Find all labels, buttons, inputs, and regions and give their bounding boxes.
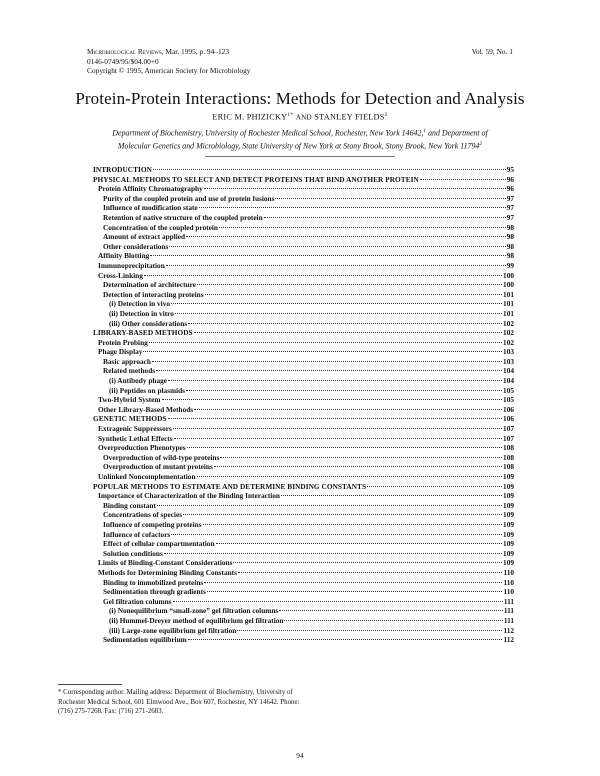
toc-entry-page: 109 [503,481,514,491]
toc-dot-leader [203,524,502,525]
toc-dot-leader [204,188,506,189]
toc-dot-leader [199,207,506,208]
toc-entry [93,616,514,626]
toc-dot-leader [143,351,502,352]
author-conjunction: AND [295,113,312,122]
toc-entry-title: Cross-Linking [98,270,143,280]
toc-entry [93,309,514,319]
toc-entry [93,299,514,309]
toc-entry-page: 96 [506,174,514,184]
toc-entry-page: 102 [503,337,514,347]
toc-entry-title: (ii) Detection in vitro [109,308,174,318]
toc-dot-leader [367,486,502,487]
toc-entry [93,549,514,559]
toc-entry-page: 108 [503,443,514,453]
toc-entry-title: (iii) Other considerations [109,318,188,328]
toc-dot-leader [168,418,503,419]
toc-dot-leader [284,620,502,621]
toc-dot-leader [197,284,502,285]
toc-entry [93,434,514,444]
toc-entry [93,319,514,329]
toc-entry [93,271,514,281]
author-2-marker: 2 [384,112,388,118]
toc-entry-page: 104 [503,376,514,386]
toc-dot-leader [197,476,503,477]
toc-dot-leader [275,198,505,199]
toc-entry-title: Detection of interacting proteins [103,289,204,299]
toc-dot-leader [281,495,502,496]
toc-entry-page: 106 [503,404,514,414]
affiliation-2: and Department of Molecular Genetics and Microbiology, State University of New York at Stony Brook, Stony Brook, New York 11794 [117,128,488,151]
toc-entry-page: 97 [506,203,514,213]
toc-entry-page: 99 [506,260,514,270]
toc-dot-leader [187,447,502,448]
journal-name: Microbiological Reviews [87,47,162,56]
toc-entry [93,482,514,492]
toc-dot-leader [174,438,502,439]
toc-entry-title: Overproduction of wild-type proteins [103,452,220,462]
toc-entry [93,568,514,578]
toc-entry-page: 111 [503,596,514,606]
toc-entry-title: LIBRARY-BASED METHODS [93,328,193,338]
toc-entry [93,366,514,376]
toc-dot-leader [216,543,503,544]
toc-entry-page: 109 [503,558,514,568]
toc-entry-page: 107 [503,424,514,434]
toc-entry-page: 98 [506,251,514,261]
toc-entry-title: POPULAR METHODS TO ESTIMATE AND DETERMINE BINDING CONSTANTS [93,481,367,491]
toc-entry-page: 109 [503,472,514,481]
toc-entry-page: 108 [503,462,514,472]
author-1: ERIC M. PHIZICKY [212,112,288,122]
author-line [0,112,600,122]
toc-entry-title: Synthetic Lethal Effects [98,433,173,443]
toc-dot-leader [183,514,502,515]
toc-entry-page: 110 [503,587,514,597]
toc-dot-leader [205,294,502,295]
toc-entry [93,539,514,549]
toc-entry [93,626,514,636]
toc-entry-page: 97 [506,193,514,203]
toc-entry [93,424,514,434]
toc-entry [93,251,514,261]
toc-entry-page: 109 [503,548,514,558]
toc-entry-page: 109 [503,539,514,549]
title-divider [205,156,395,157]
toc-dot-leader [152,361,502,362]
toc-entry-title: Unlinked Noncomplementation [98,472,196,481]
toc-entry-page: 109 [503,519,514,529]
toc-entry-title: (i) Nonequilibrium “small-zone” gel filtration columns [109,606,279,616]
toc-dot-leader [175,313,502,314]
footnote-divider [58,684,122,685]
toc-entry-page: 101 [503,289,514,299]
toc-entry [93,165,514,175]
toc-entry-title: (i) Detection in vivo [109,299,170,309]
toc-entry [93,414,514,424]
toc-entry [93,462,514,472]
toc-entry-title: Related methods [103,366,156,376]
toc-dot-leader [220,457,502,458]
toc-entry [93,530,514,540]
toc-entry [93,395,514,405]
toc-entry [93,338,514,348]
toc-entry [93,290,514,300]
page-number: 94 [296,751,304,760]
toc-entry-title: Limits of Binding-Constant Considerations [98,558,233,568]
toc-entry-page: 105 [503,395,514,405]
toc-entry-title: Methods for Determining Binding Constants [98,567,237,577]
toc-entry-title: Affinity Blotting [98,251,150,261]
toc-entry-page: 100 [503,270,514,280]
toc-entry-title: Binding to immobilized proteins [103,577,204,587]
toc-entry [93,213,514,223]
toc-dot-leader [157,505,502,506]
toc-entry [93,635,514,645]
toc-entry [93,242,514,252]
toc-entry-title: Other considerations [103,241,169,251]
toc-dot-leader [237,630,502,631]
toc-entry [93,328,514,338]
toc-entry-page: 110 [503,577,514,587]
toc-entry-title: Basic approach [103,356,151,366]
toc-entry-title: Gel filtration columns [103,596,172,606]
author-1-marker: 1* [287,112,294,118]
toc-entry-title: Sedimentation through gradients [103,587,206,597]
toc-entry-title: Retention of native structure of the coupled protein [103,212,263,222]
toc-dot-leader [144,275,502,276]
toc-entry-title: Determination of architecture [103,280,196,290]
citation: , Mar. 1995, p. 94–123 [161,47,230,56]
toc-entry [93,405,514,415]
toc-entry [93,232,514,242]
toc-entry-page: 96 [506,184,514,194]
toc-entry [93,453,514,463]
toc-entry-title: Protein Affinity Chromatography [98,184,203,194]
toc-entry-page: 102 [503,318,514,328]
toc-entry-title: (iii) Large-zone equilibrium gel filtration [109,625,237,635]
toc-entry-page: 104 [503,366,514,376]
toc-dot-leader [173,428,502,429]
affiliation-1-marker: 1 [423,128,427,134]
toc-entry-title: Two-Hybrid System [98,395,161,405]
toc-entry-title: GENETIC METHODS [93,414,167,424]
toc-entry-title: INTRODUCTION [93,165,152,174]
toc-dot-leader [214,466,502,467]
toc-entry-title: Sedimentation equilibrium [103,635,187,645]
toc-entry-title: Protein Probing [98,337,148,347]
toc-dot-leader [168,380,502,381]
toc-dot-leader [420,179,506,180]
toc-entry-title: (ii) Peptides on plasmids [109,385,186,395]
toc-dot-leader [169,246,505,247]
corresponding-author-footnote: * Corresponding author. Mailing address: Department of Biochemistry, University of Rochester Medical School, 601 Elmwood Ave., Box 607, Rochester, NY 14642. Phone: (716) 275-7268. Fax: (716) 271-2683. [58,689,300,716]
toc-dot-leader [207,591,503,592]
toc-entry [93,376,514,386]
toc-entry-title: Concentration of the coupled protein [103,222,218,232]
toc-entry [93,175,514,185]
toc-dot-leader [164,553,502,554]
toc-entry-page: 109 [503,491,514,501]
toc-dot-leader [279,610,503,611]
affiliation-1: Department of Biochemistry, University of Rochester Medical School, Rochester, New York 14642, [112,128,424,138]
toc-entry [93,520,514,530]
toc-entry-page: 98 [506,232,514,242]
toc-entry-page: 109 [503,510,514,520]
toc-entry [93,501,514,511]
toc-entry [93,558,514,568]
toc-dot-leader [194,332,502,333]
toc-entry [93,280,514,290]
toc-entry-page: 109 [503,500,514,510]
toc-entry-title: Immunoprecipitation [98,260,165,270]
toc-entry-title: Effect of cellular compartmentation [103,539,215,549]
toc-entry [93,386,514,396]
toc-entry-page: 95 [506,165,514,174]
toc-dot-leader [194,409,502,410]
toc-entry-title: Binding constant [103,500,156,510]
toc-entry [93,203,514,213]
toc-entry-title: Importance of Characterization of the Binding Interaction [98,491,280,501]
affiliations [100,126,500,151]
author-2: STANLEY FIELDS [314,112,385,122]
toc-entry [93,223,514,233]
toc-entry-page: 105 [503,385,514,395]
toc-entry [93,261,514,271]
toc-dot-leader [188,323,502,324]
toc-entry-page: 111 [503,615,514,625]
toc-dot-leader [238,572,503,573]
toc-entry-page: 98 [506,222,514,232]
toc-entry-page: 109 [503,529,514,539]
toc-entry-title: Solution conditions [103,548,163,558]
toc-dot-leader [173,601,503,602]
toc-dot-leader [166,265,506,266]
toc-dot-leader [171,534,502,535]
toc-dot-leader [162,399,503,400]
toc-entry-title: Influence of competing proteins [103,519,202,529]
toc-entry-page: 102 [503,328,514,338]
toc-entry-page: 111 [503,606,514,616]
toc-entry [93,587,514,597]
volume-issue: Vol. 59, No. 1 [471,47,513,56]
toc-entry-page: 106 [503,414,514,424]
toc-entry-title: Overproduction of mutant proteins [103,462,213,472]
toc-dot-leader [186,236,506,237]
toc-entry-title: Concentrations of species [103,510,183,520]
toc-entry [93,491,514,501]
toc-entry-title: PHYSICAL METHODS TO SELECT AND DETECT PROTEINS THAT BIND ANOTHER PROTEIN [93,174,419,184]
toc-entry-page: 103 [503,347,514,357]
toc-entry [93,510,514,520]
toc-dot-leader [156,370,502,371]
toc-entry-page: 107 [503,433,514,443]
toc-entry [93,578,514,588]
toc-entry-page: 97 [506,212,514,222]
toc-entry-page: 110 [503,567,514,577]
toc-entry [93,347,514,357]
toc-dot-leader [219,227,506,228]
toc-entry-page: 98 [506,241,514,251]
affiliation-2-marker: 2 [479,140,483,147]
toc-dot-leader [204,582,502,583]
copyright: Copyright © 1995, American Society for Microbiology [87,66,251,76]
toc-entry [93,357,514,367]
toc-entry-title: Influence of modification state [103,203,198,213]
toc-entry-title: Influence of cofactors [103,529,171,539]
toc-entry-title: Other Library-Based Methods [98,404,194,414]
toc-entry-page: 101 [503,299,514,309]
toc-entry [93,597,514,607]
table-of-contents [93,165,514,645]
toc-entry-title: Amount of extract applied [103,232,186,242]
toc-entry-title: Purity of the coupled protein and use of protein fusions [103,193,275,203]
toc-entry-title: (ii) Hummel-Dreyer method of equilibrium gel filtration [109,615,284,625]
toc-entry-page: 100 [503,280,514,290]
toc-dot-leader [186,390,502,391]
toc-entry [93,194,514,204]
issn: 0146-0749/95/$04.00+0 [87,56,159,66]
toc-dot-leader [264,217,506,218]
toc-entry-title: Overproduction Phenotypes [98,443,186,453]
toc-entry [93,184,514,194]
toc-dot-leader [233,562,502,563]
article-title: Protein-Protein Interactions: Methods for Detection and Analysis [75,89,525,108]
toc-entry-title: (i) Antibody phage [109,376,167,386]
journal-header [87,47,250,76]
toc-entry [93,606,514,616]
toc-dot-leader [149,342,502,343]
toc-entry-title: Extragenic Suppressors [98,424,172,434]
toc-entry-page: 103 [503,356,514,366]
toc-dot-leader [188,639,503,640]
toc-dot-leader [153,169,506,170]
toc-dot-leader [171,303,502,304]
toc-entry-page: 112 [503,635,514,645]
toc-entry-title: Phage Display [98,347,143,357]
toc-dot-leader [150,255,505,256]
toc-entry-page: 112 [503,625,514,635]
toc-entry [93,443,514,453]
toc-entry-page: 108 [503,452,514,462]
toc-entry [93,472,514,482]
toc-entry-page: 101 [503,308,514,318]
